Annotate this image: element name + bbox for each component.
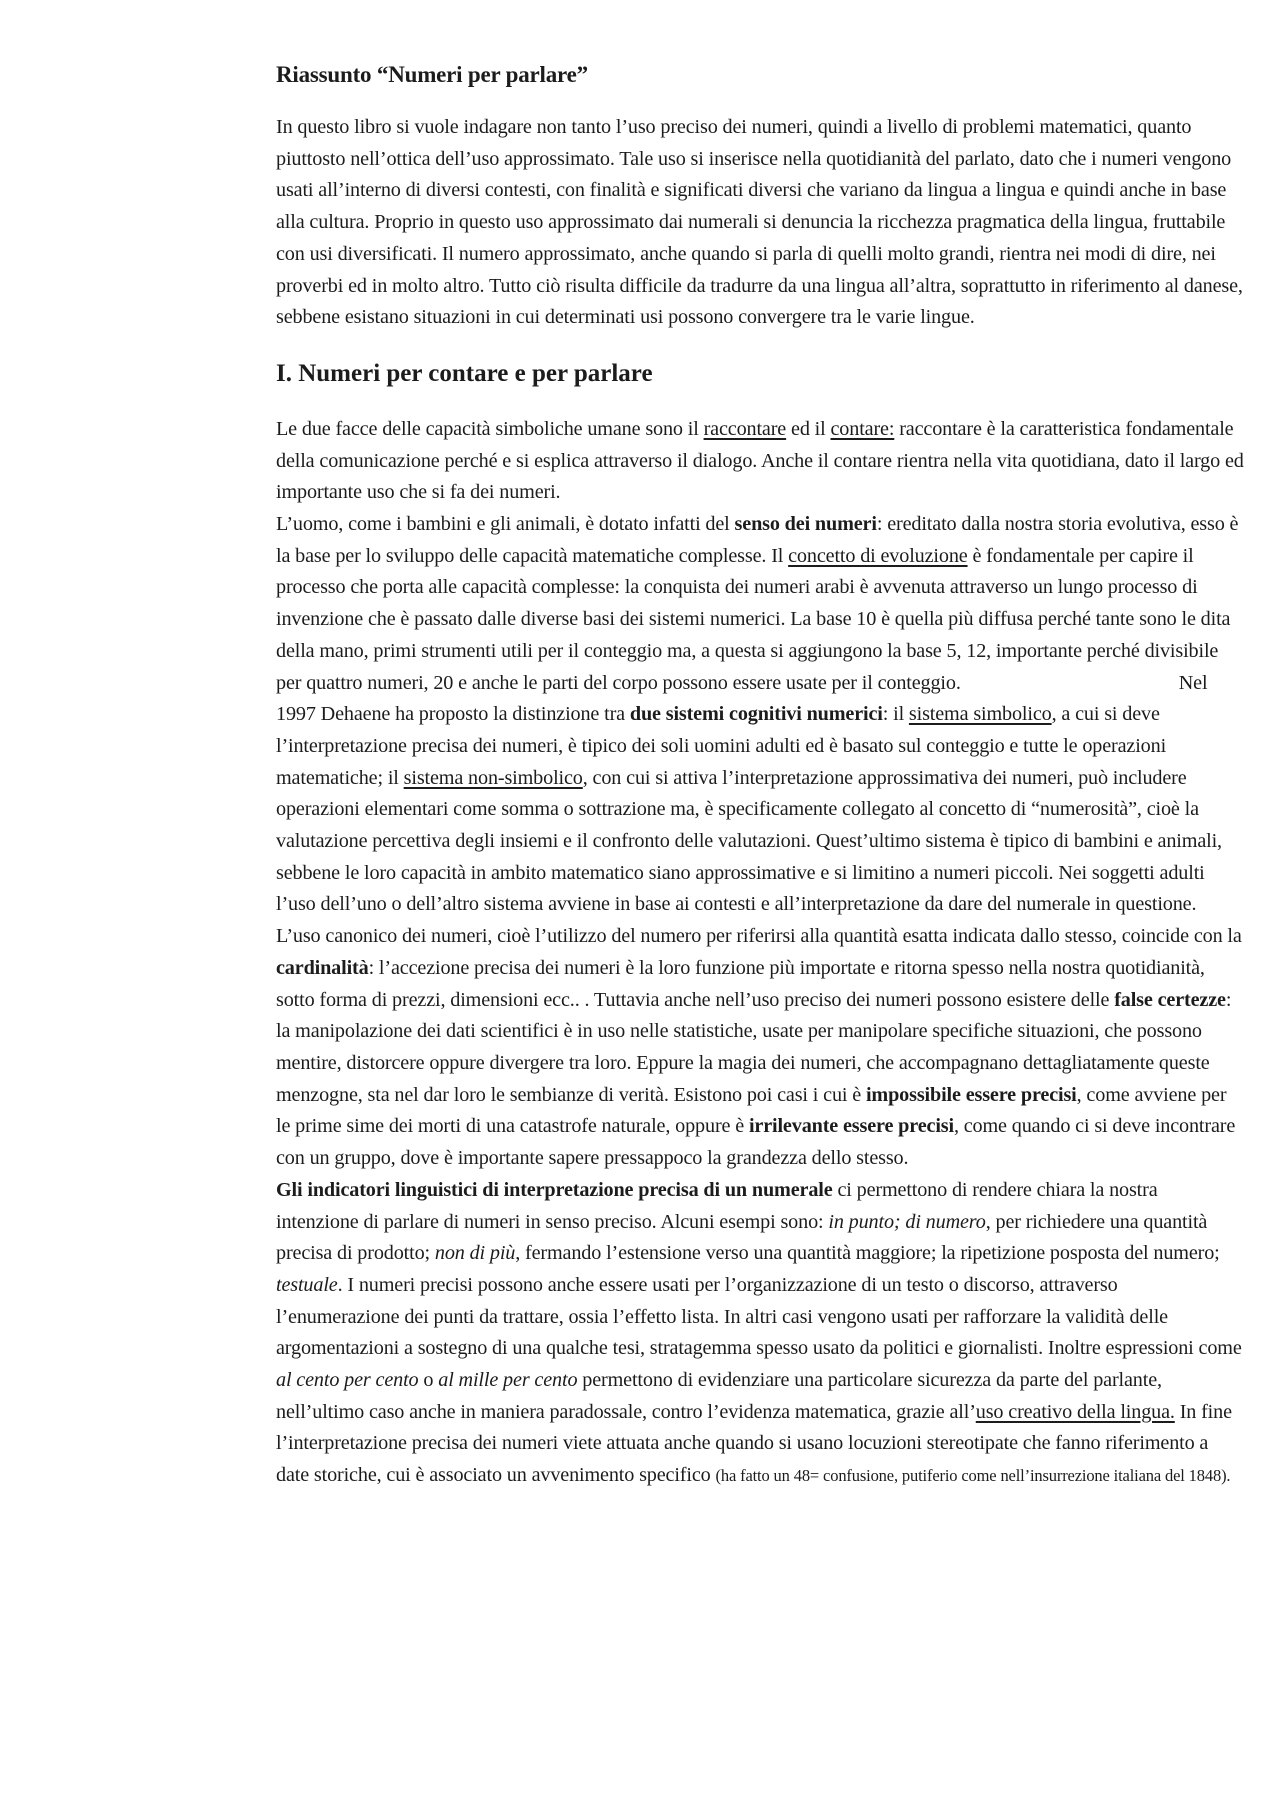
underlined-term-sistema-non-simbolico: sistema non-simbolico: [403, 766, 583, 789]
italic-example-mille-per-cento: al mille per cento: [438, 1369, 578, 1392]
italic-example-testuale: testuale: [276, 1273, 338, 1296]
underlined-term-contare: contare:: [830, 417, 895, 440]
paragraph-senso-dei-numeri: L’uomo, come i bambini e gli animali, è dotato infatti del senso dei numeri: ereditato dalla nostra storia evolutiva, esso è la base per lo sviluppo delle capacità matematiche complesse. Il concetto di evoluzione è fondamentale per capire il processo che porta alle capacità complesse: la conquista dei numeri arabi è avvenuta attraverso un lungo processo di invenzione che è passato dalle diverse basi dei sistemi numerici. La base 10 è quella più diffusa perché tante sono le dita della mano, primi strumenti utili per il conteggio ma, a questa si aggiungono la base 5, 12, importante perché divisibile per quattro numeri, 20 e anche le parti del corpo possono essere usate per il conteggio. Nel 1997 Dehaene ha proposto la distinzione tra due sistemi cognitivi numerici: il sistema simbolico, a cui si deve l’interpretazione precisa dei numeri, è tipico dei soli uomini adulti ed è basato sul conteggio e tutte le operazioni matematiche; il sistema non-simbolico, con cui si attiva l’interpretazione approssimativa dei numeri, può includere operazioni elementari come somma o sottrazione ma, è specificamente collegato al concetto di “numerosità”, cioè la valutazione percettiva degli insiemi e il confronto delle valutazioni. Quest’ultimo sistema è tipico di bambini e animali, sebbene le loro capacità in ambito matematico siano approssimative e si limitino a numeri piccoli. Nei soggetti adulti l’uso dell’uno o dell’altro sistema avviene in base ai contesti e all’interpretazione da dare del numerale in questione.: [276, 513, 1239, 916]
underlined-term-sistema-simbolico: sistema simbolico: [908, 703, 1052, 726]
bold-term-cardinalita: cardinalità: [276, 956, 369, 979]
bold-term-irrilevante-precisi: irrilevante essere precisi: [748, 1115, 954, 1138]
parenthetical-note: (ha fatto un 48= confusione, putiferio come nell’insurrezione italiana del 1848).: [715, 1466, 1231, 1486]
bold-term-false-certezze: false certezze: [1114, 988, 1226, 1011]
italic-example-in-punto: in punto; di numero: [828, 1210, 986, 1233]
paragraph-cardinalita: L’uso canonico dei numeri, cioè l’utilizzo del numero per riferirsi alla quantità esatta indicata dallo stesso, coincide con la cardinalità: l’accezione precisa dei numeri è la loro funzione più importate e ritorna spesso nella nostra quotidianità, sotto forma di prezzi, dimensioni ecc.. . Tuttavia anche nell’uso preciso dei numeri possono esistere delle false certezze: la manipolazione dei dati scientifici è in uso nelle statistiche, usate per manipolare specifiche situazioni, che possono mentire, distorcere oppure divergere tra loro. Eppure la magia dei numeri, che accompagnano dettagliatamente queste menzogne, sta nel dar loro le sembianze di verità. Esistono poi casi i cui è impossibile essere precisi, come avviene per le prime sime dei morti di una catastrofe naturale, oppure è irrilevante essere precisi, come quando ci si deve incontrare con un gruppo, dove è importante sapere pressappoco la grandezza dello stesso.: [276, 925, 1242, 1170]
italic-example-non-di-piu: non di più: [434, 1242, 516, 1265]
document-page: [276, 60, 1244, 1492]
document-title: Riassunto “Numeri per parlare”: [276, 62, 588, 87]
underlined-term-concetto-evoluzione: concetto di evoluzione: [788, 544, 968, 567]
paragraph-raccontare-contare: Le due facce delle capacità simboliche umane sono il raccontare ed il contare: raccontare è la caratteristica fondamentale della comunicazione perché e si esplica attraverso il dialogo. Anche il contare rientra nella vita quotidiana, dato il largo ed importante uso che si fa dei numeri.: [276, 417, 1244, 504]
bold-term-due-sistemi: due sistemi cognitivi numerici: [629, 703, 883, 726]
underlined-term-raccontare: raccontare: [703, 417, 787, 440]
intro-paragraph: In questo libro si vuole indagare non tanto l’uso preciso dei numeri, quindi a livello di problemi matematici, quanto piuttosto nell’ottica dell’uso approssimato. Tale uso si inserisce nella quotidianità del parlato, dato che i numeri vengono usati all’interno di diversi contesti, con finalità e significati diversi che variano da lingua a lingua e quindi anche in base alla cultura. Proprio in questo uso approssimato dai numerali si denuncia la ricchezza pragmatica della lingua, fruttabile con usi diversificati. Il numero approssimato, anche quando si parla di quelli molto grandi, rientra nei modi di dire, nei proverbi ed in molto altro. Tutto ciò risulta difficile da tradurre da una lingua all’altra, soprattutto in riferimento al danese, sebbene esistano situazioni in cui determinati usi possono convergere tra le varie lingue.: [276, 116, 1243, 329]
bold-term-senso-dei-numeri: senso dei numeri: [734, 513, 877, 536]
italic-example-cento-per-cento: al cento per cento: [276, 1369, 419, 1392]
bold-term-impossibile-precisi: impossibile essere precisi: [865, 1083, 1077, 1106]
underlined-term-uso-creativo: uso creativo della lingua.: [975, 1400, 1175, 1423]
section-heading: I. Numeri per contare e per parlare: [276, 359, 653, 387]
paragraph-indicatori: Gli indicatori linguistici di interpretazione precisa di un numerale ci permettono di rendere chiara la nostra intenzione di parlare di numeri in senso preciso. Alcuni esempi sono: in punto; di numero, per richiedere una quantità precisa di prodotto; non di più, fermando l’estensione verso una quantità maggiore; la ripetizione posposta del numero; testuale. I numeri precisi possono anche essere usati per l’organizzazione di un testo o discorso, attraverso l’enumerazione dei punti da trattare, ossia l’effetto lista. In altri casi vengono usati per rafforzare la validità delle argomentazioni a sostegno di una qualche tesi, stratagemma spesso usato da politici e giornalisti. Inoltre espressioni come al cento per cento o al mille per cento permettono di evidenziare una particolare sicurezza da parte del parlante, nell’ultimo caso anche in maniera paradossale, contro l’evidenza matematica, grazie all’uso creativo della lingua. In fine l’interpretazione precisa dei numeri viete attuata anche quando si usano locuzioni stereotipate che fanno riferimento a date storiche, cui è associato un avvenimento specifico (ha fatto un 48= confusione, putiferio come nell’insurrezione italiana del 1848).: [276, 1178, 1242, 1487]
bold-term-indicatori: Gli indicatori linguistici di interpretazione precisa di un numerale: [276, 1178, 833, 1201]
